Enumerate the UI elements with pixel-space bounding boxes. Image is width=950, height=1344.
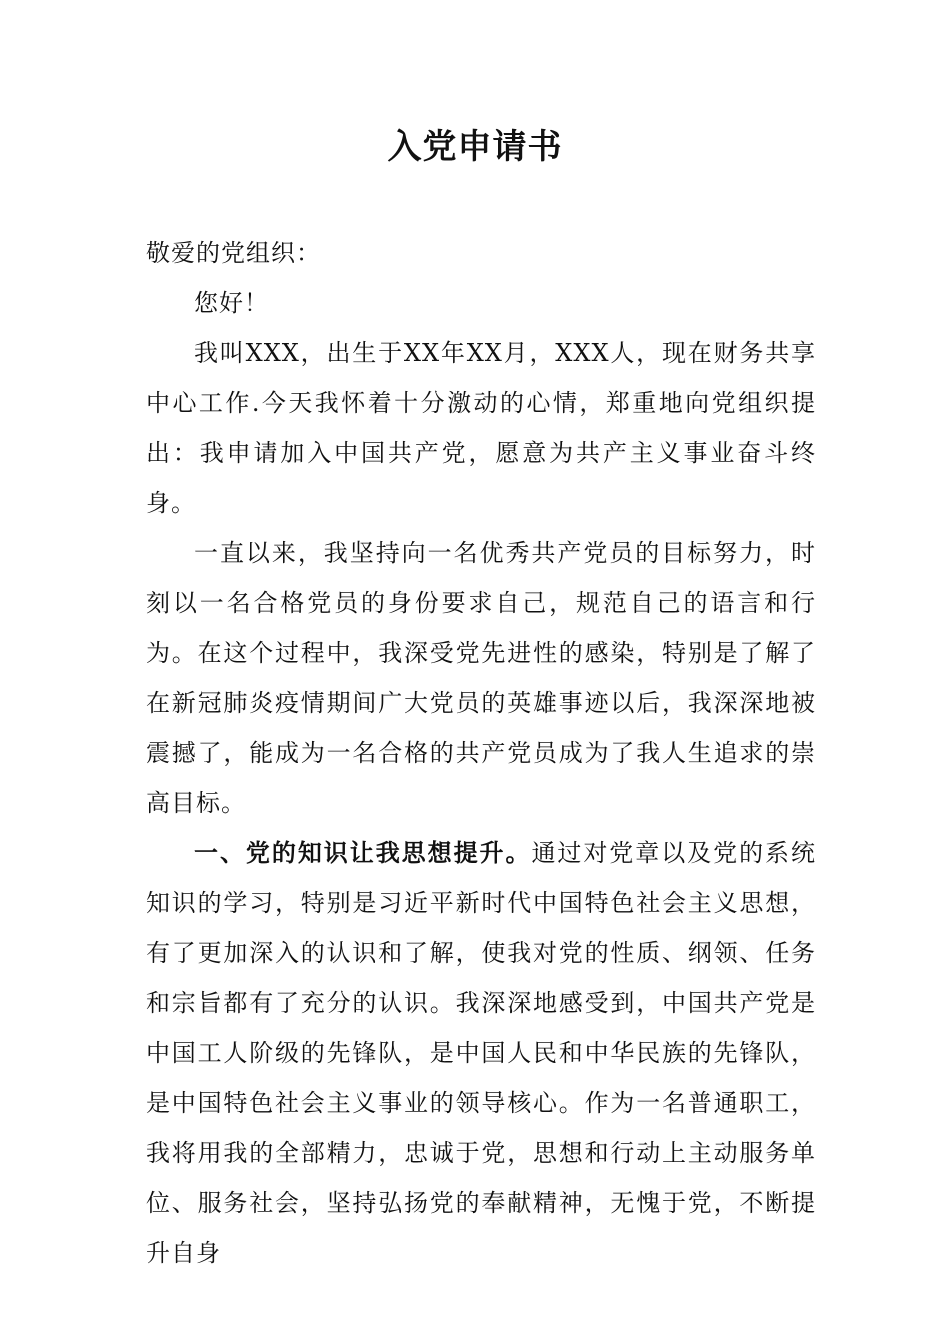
document-body bbox=[146, 228, 816, 1278]
section-1-heading: 一、党的知识让我思想提升。 bbox=[194, 839, 532, 867]
salutation: 敬爱的党组织： bbox=[146, 239, 321, 267]
section-1-text: 通过对党章以及党的系统知识的学习，特别是习近平新时代中国特色社会主义思想，有了更加深入的认识和了解，使我对党的性质、纲领、任务和宗旨都有了充分的认识。我深深地感受到，中国共产党是中国工人阶级的先锋队，是中国人民和中华民族的先锋队，是中国特色社会主义事业的领导核心。作为一名普通职工，我将用我的全部精力，忠诚于党，思想和行动上主动服务单位、服务社会，坚持弘扬党的奉献精神，无愧于党，不断提升自身 bbox=[146, 839, 817, 1267]
paragraph-introduction: 我叫XXX，出生于XX年XX月，XXX人，现在财务共享中心工作.今天我怀着十分激动的心情，郑重地向党组织提出：我申请加入中国共产党，愿意为共产主义事业奋斗终身。 bbox=[146, 339, 816, 517]
document-title: 入党申请书 bbox=[387, 127, 563, 167]
section-1-paragraph bbox=[146, 828, 816, 1278]
paragraph-motivation: 一直以来，我坚持向一名优秀共产党员的目标努力，时刻以一名合格党员的身份要求自己，规范自己的语言和行为。在这个过程中，我深受党先进性的感染，特别是了解了在新冠肺炎疫情期间广大党员的英雄事迹以后，我深深地被震撼了，能成为一名合格的共产党员成为了我人生追求的崇高目标。 bbox=[146, 539, 816, 817]
greeting: 您好！ bbox=[194, 289, 269, 317]
